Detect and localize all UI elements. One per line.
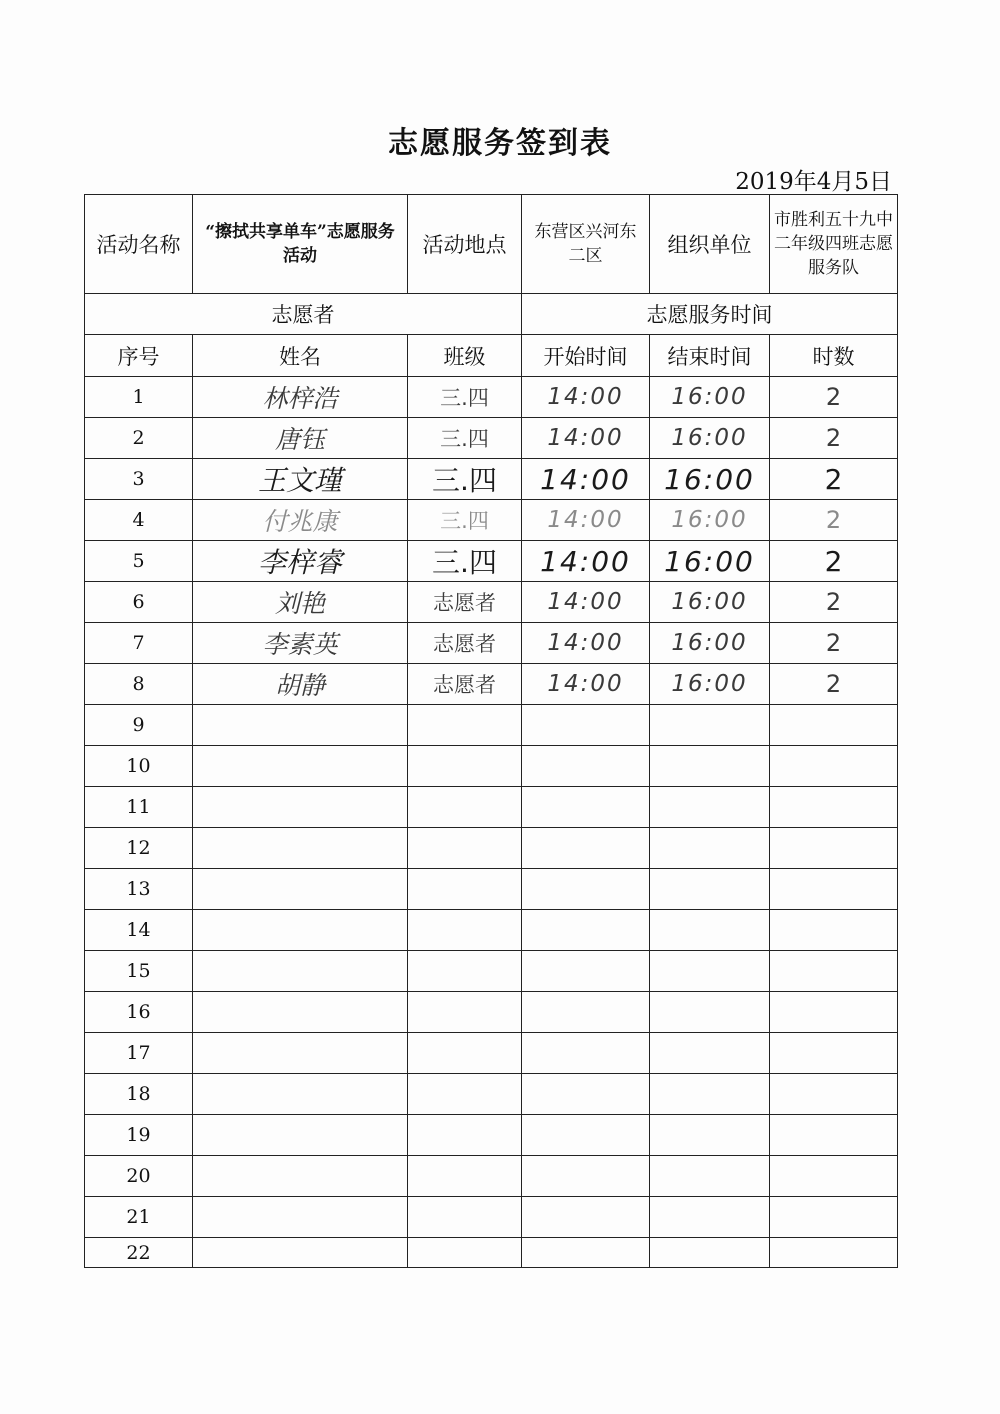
location-value: 东营区兴河东二区	[522, 195, 650, 294]
start-time-cell	[522, 746, 650, 787]
end-time-cell	[650, 500, 770, 541]
handwritten-name: 付兆康	[262, 507, 338, 536]
table-row	[85, 664, 898, 705]
hours-cell	[770, 869, 898, 910]
end-time-cell	[650, 459, 770, 500]
name-cell	[193, 623, 408, 664]
row-number-cell: 3	[85, 459, 193, 500]
row-number-cell: 19	[85, 1115, 193, 1156]
class-cell	[408, 910, 522, 951]
class-cell	[408, 664, 522, 705]
class-cell	[408, 1238, 522, 1268]
row-number-cell: 5	[85, 541, 193, 582]
handwritten-start: 14:00	[547, 507, 624, 533]
name-cell	[193, 869, 408, 910]
row-number-cell: 6	[85, 582, 193, 623]
end-time-cell	[650, 910, 770, 951]
location-label: 活动地点	[408, 195, 522, 294]
hours-cell	[770, 582, 898, 623]
end-time-cell	[650, 705, 770, 746]
handwritten-hours: 2	[825, 424, 842, 452]
class-cell	[408, 1074, 522, 1115]
row-number-cell: 21	[85, 1197, 193, 1238]
end-time-cell	[650, 787, 770, 828]
name-cell	[193, 582, 408, 623]
start-time-cell	[522, 828, 650, 869]
table-row	[85, 1238, 898, 1268]
handwritten-class: 三.四	[440, 509, 489, 533]
hours-cell	[770, 623, 898, 664]
handwritten-start: 14:00	[540, 462, 631, 496]
class-cell	[408, 1156, 522, 1197]
name-cell	[193, 418, 408, 459]
start-time-cell	[522, 1033, 650, 1074]
name-cell	[193, 705, 408, 746]
handwritten-end: 16:00	[671, 671, 748, 697]
col-header-end: 结束时间	[650, 335, 770, 377]
table-row	[85, 1074, 898, 1115]
table-row	[85, 623, 898, 664]
row-number-cell: 9	[85, 705, 193, 746]
name-cell	[193, 910, 408, 951]
row-number-cell: 10	[85, 746, 193, 787]
handwritten-class: 三.四	[440, 427, 489, 451]
handwritten-class: 三.四	[432, 464, 497, 497]
name-cell	[193, 951, 408, 992]
hours-cell	[770, 1156, 898, 1197]
table-row	[85, 541, 898, 582]
row-number-cell: 11	[85, 787, 193, 828]
start-time-cell	[522, 869, 650, 910]
organizer-value: 市胜利五十九中二年级四班志愿服务队	[770, 195, 898, 294]
name-cell	[193, 500, 408, 541]
handwritten-hours: 2	[825, 383, 842, 411]
end-time-cell	[650, 418, 770, 459]
end-time-cell	[650, 582, 770, 623]
start-time-cell	[522, 910, 650, 951]
table-row	[85, 377, 898, 418]
row-number-cell: 14	[85, 910, 193, 951]
table-row	[85, 1156, 898, 1197]
table-row	[85, 951, 898, 992]
class-cell	[408, 992, 522, 1033]
name-cell	[193, 992, 408, 1033]
table-row	[85, 459, 898, 500]
handwritten-name: 林梓浩	[262, 384, 338, 413]
end-time-cell	[650, 623, 770, 664]
end-time-cell	[650, 746, 770, 787]
hours-cell	[770, 746, 898, 787]
hours-cell	[770, 459, 898, 500]
start-time-cell	[522, 1197, 650, 1238]
table-row	[85, 1115, 898, 1156]
class-cell	[408, 787, 522, 828]
row-number-cell: 1	[85, 377, 193, 418]
row-number-cell: 16	[85, 992, 193, 1033]
name-cell	[193, 1115, 408, 1156]
hours-cell	[770, 992, 898, 1033]
end-time-cell	[650, 541, 770, 582]
hours-cell	[770, 951, 898, 992]
class-cell	[408, 1115, 522, 1156]
table-row	[85, 418, 898, 459]
class-cell	[408, 951, 522, 992]
start-time-cell	[522, 541, 650, 582]
class-cell	[408, 705, 522, 746]
row-number-cell: 20	[85, 1156, 193, 1197]
table-row	[85, 992, 898, 1033]
start-time-cell	[522, 1238, 650, 1268]
name-cell	[193, 1156, 408, 1197]
sign-in-table	[84, 194, 898, 1268]
activity-name-value: “擦拭共享单车”志愿服务活动	[193, 195, 408, 294]
start-time-cell	[522, 1074, 650, 1115]
hours-cell	[770, 418, 898, 459]
start-time-cell	[522, 705, 650, 746]
handwritten-end: 16:00	[671, 630, 748, 656]
hours-cell	[770, 500, 898, 541]
name-cell	[193, 1238, 408, 1268]
hours-cell	[770, 541, 898, 582]
row-number-cell: 22	[85, 1238, 193, 1268]
table-row	[85, 828, 898, 869]
hours-cell	[770, 1115, 898, 1156]
handwritten-class: 三.四	[440, 386, 489, 410]
col-header-hours: 时数	[770, 335, 898, 377]
name-cell	[193, 828, 408, 869]
handwritten-class: 三.四	[432, 546, 497, 579]
start-time-cell	[522, 500, 650, 541]
hours-cell	[770, 664, 898, 705]
start-time-cell	[522, 377, 650, 418]
handwritten-name: 刘艳	[274, 589, 325, 618]
end-time-cell	[650, 1238, 770, 1268]
handwritten-class: 志愿者	[433, 673, 496, 697]
handwritten-name: 唐钰	[274, 425, 325, 454]
hours-cell	[770, 828, 898, 869]
start-time-cell	[522, 623, 650, 664]
class-cell	[408, 500, 522, 541]
table-row	[85, 582, 898, 623]
name-cell	[193, 1074, 408, 1115]
name-cell	[193, 459, 408, 500]
handwritten-end: 16:00	[671, 589, 748, 615]
class-cell	[408, 1033, 522, 1074]
col-header-start: 开始时间	[522, 335, 650, 377]
page-title: 志愿服务签到表	[388, 126, 612, 161]
handwritten-end: 16:00	[664, 462, 755, 496]
class-cell	[408, 623, 522, 664]
start-time-cell	[522, 459, 650, 500]
start-time-cell	[522, 418, 650, 459]
end-time-cell	[650, 1197, 770, 1238]
handwritten-name: 王文瑾	[257, 464, 342, 497]
activity-name-label: 活动名称	[85, 195, 193, 294]
table-row	[85, 705, 898, 746]
hours-cell	[770, 1197, 898, 1238]
handwritten-hours: 2	[825, 670, 842, 698]
row-number-cell: 15	[85, 951, 193, 992]
hours-cell	[770, 377, 898, 418]
organizer-label: 组织单位	[650, 195, 770, 294]
end-time-cell	[650, 951, 770, 992]
handwritten-start: 14:00	[547, 671, 624, 697]
handwritten-name: 李素英	[262, 630, 338, 659]
handwritten-hours: 2	[825, 588, 842, 616]
handwritten-start: 14:00	[547, 589, 624, 615]
hours-cell	[770, 787, 898, 828]
handwritten-class: 志愿者	[433, 632, 496, 656]
start-time-cell	[522, 664, 650, 705]
name-cell	[193, 1033, 408, 1074]
class-cell	[408, 828, 522, 869]
handwritten-hours: 2	[825, 629, 842, 657]
start-time-cell	[522, 1115, 650, 1156]
row-number-cell: 12	[85, 828, 193, 869]
handwritten-start: 14:00	[547, 630, 624, 656]
handwritten-end: 16:00	[664, 544, 755, 578]
handwritten-hours: 2	[824, 544, 843, 578]
handwritten-end: 16:00	[671, 425, 748, 451]
row-number-cell: 8	[85, 664, 193, 705]
table-row	[85, 910, 898, 951]
table-row	[85, 746, 898, 787]
class-cell	[408, 541, 522, 582]
end-time-cell	[650, 664, 770, 705]
table-row	[85, 869, 898, 910]
column-header-row	[85, 335, 898, 377]
sheet-date: 2019年4月5日	[735, 169, 892, 195]
row-number-cell: 18	[85, 1074, 193, 1115]
end-time-cell	[650, 1115, 770, 1156]
col-header-no: 序号	[85, 335, 193, 377]
class-cell	[408, 377, 522, 418]
hours-cell	[770, 705, 898, 746]
handwritten-start: 14:00	[547, 425, 624, 451]
handwritten-name: 胡静	[274, 671, 325, 700]
end-time-cell	[650, 1033, 770, 1074]
hours-cell	[770, 1033, 898, 1074]
name-cell	[193, 541, 408, 582]
row-number-cell: 4	[85, 500, 193, 541]
hours-cell	[770, 1074, 898, 1115]
class-cell	[408, 418, 522, 459]
col-header-name: 姓名	[193, 335, 408, 377]
handwritten-end: 16:00	[671, 507, 748, 533]
start-time-cell	[522, 582, 650, 623]
end-time-cell	[650, 869, 770, 910]
name-cell	[193, 746, 408, 787]
table-row	[85, 1197, 898, 1238]
handwritten-start: 14:00	[547, 384, 624, 410]
handwritten-end: 16:00	[671, 384, 748, 410]
table-row	[85, 500, 898, 541]
col-header-class: 班级	[408, 335, 522, 377]
handwritten-hours: 2	[825, 506, 842, 534]
row-number-cell: 13	[85, 869, 193, 910]
row-number-cell: 17	[85, 1033, 193, 1074]
start-time-cell	[522, 787, 650, 828]
start-time-cell	[522, 1156, 650, 1197]
activity-info-row	[85, 195, 898, 294]
table-row	[85, 787, 898, 828]
hours-cell	[770, 910, 898, 951]
name-cell	[193, 377, 408, 418]
handwritten-hours: 2	[824, 462, 843, 496]
row-number-cell: 2	[85, 418, 193, 459]
name-cell	[193, 1197, 408, 1238]
class-cell	[408, 869, 522, 910]
row-number-cell: 7	[85, 623, 193, 664]
handwritten-start: 14:00	[540, 544, 631, 578]
start-time-cell	[522, 951, 650, 992]
end-time-cell	[650, 828, 770, 869]
table-row	[85, 1033, 898, 1074]
hours-cell	[770, 1238, 898, 1268]
name-cell	[193, 664, 408, 705]
start-time-cell	[522, 992, 650, 1033]
volunteer-group-header: 志愿者	[85, 294, 522, 335]
name-cell	[193, 787, 408, 828]
handwritten-name: 李梓睿	[257, 546, 342, 579]
end-time-cell	[650, 377, 770, 418]
end-time-cell	[650, 1156, 770, 1197]
class-cell	[408, 1197, 522, 1238]
end-time-cell	[650, 1074, 770, 1115]
service-time-group-header: 志愿服务时间	[522, 294, 898, 335]
class-cell	[408, 459, 522, 500]
group-header-row	[85, 294, 898, 335]
end-time-cell	[650, 992, 770, 1033]
class-cell	[408, 582, 522, 623]
class-cell	[408, 746, 522, 787]
handwritten-class: 志愿者	[433, 591, 496, 615]
